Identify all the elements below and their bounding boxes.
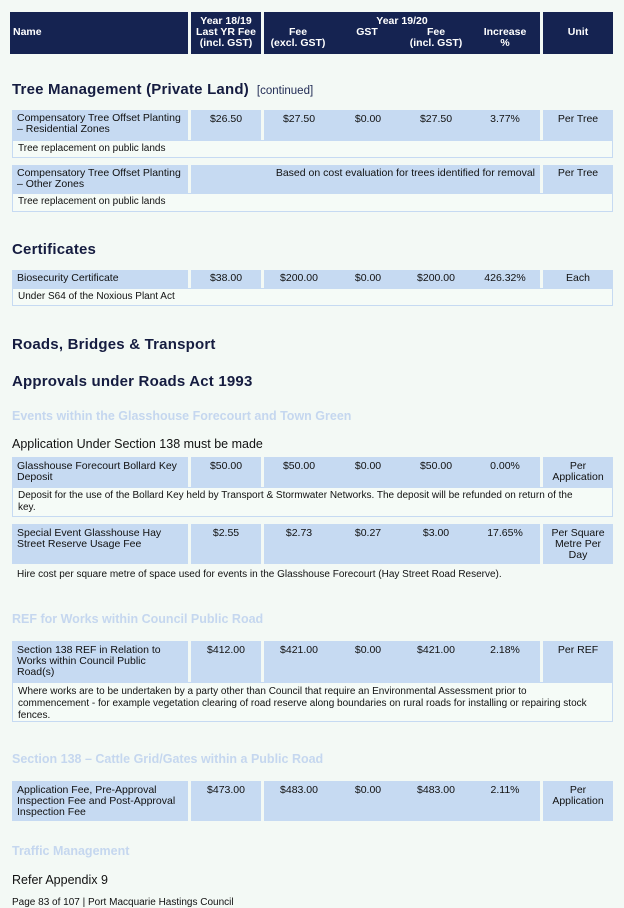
last-year-fee: $38.00: [191, 270, 261, 288]
fee-excl: $27.50: [282, 113, 316, 125]
last-year-fee: $412.00: [191, 641, 261, 682]
header-unit: Unit: [567, 26, 589, 38]
header-name-cell: [10, 12, 188, 54]
gst: $0.27: [354, 527, 382, 539]
header-fee-incl-line2: (incl. GST): [409, 37, 463, 49]
last-year-fee: $2.55: [191, 524, 261, 564]
year-group-cells: [264, 524, 540, 564]
header-name: Name: [13, 26, 42, 38]
merged-fee-note: Based on cost evaluation for trees identified for removal: [191, 165, 540, 193]
section-title-roads: Roads, Bridges & Transport: [12, 336, 216, 353]
gst: $0.00: [354, 644, 382, 656]
fee-excl: $50.00: [282, 460, 316, 472]
row-description: Under S64 of the Noxious Plant Act: [12, 288, 613, 306]
unit-cell: Each: [543, 270, 613, 288]
header-increase-line2: %: [500, 37, 510, 49]
increase: 3.77%: [490, 113, 520, 125]
gst: $0.00: [354, 272, 382, 284]
year-group-cells: [264, 781, 540, 821]
fee-incl: $3.00: [422, 527, 450, 539]
unit-cell: Per Application: [543, 781, 613, 821]
last-year-fee: $473.00: [191, 781, 261, 821]
subsection-events: Events within the Glasshouse Forecourt and Town Green: [12, 409, 352, 423]
application-note: Application Under Section 138 must be made: [12, 437, 263, 451]
fee-excl: $483.00: [280, 784, 318, 796]
fee-excl: $2.73: [285, 527, 313, 539]
row-name-cell: Section 138 REF in Relation to Works within Council Public Road(s): [12, 641, 188, 682]
gst: $0.00: [354, 784, 382, 796]
year-group-cells: [264, 110, 540, 140]
last-year-fee: $26.50: [191, 110, 261, 140]
increase: 17.65%: [487, 527, 523, 539]
unit-cell: Per Tree: [543, 165, 613, 193]
increase: 2.18%: [490, 644, 520, 656]
continued-label: [continued]: [256, 85, 314, 97]
header-last-year-line1: Year 18/19: [200, 15, 252, 27]
gst: $0.00: [354, 113, 382, 125]
row-description: Where works are to be undertaken by a party other than Council that require an Environmental Assessment prior to commencement - for example vegetation clearing of road reserve along boundaries on rural roads for installing or repairing stock fences.: [12, 682, 613, 722]
fee-incl: $50.00: [419, 460, 453, 472]
header-increase-line1: Increase: [483, 26, 527, 38]
subsection-cattle-grid: Section 138 – Cattle Grid/Gates within a Public Road: [12, 752, 324, 766]
header-fee-excl-line1: Fee: [288, 26, 308, 38]
header-last-year-cell: [191, 12, 261, 54]
row-name-cell: Application Fee, Pre-Approval Inspection Fee and Post-Approval Inspection Fee: [12, 781, 188, 821]
fee-excl: $421.00: [280, 644, 318, 656]
row-name-cell: Compensatory Tree Offset Planting – Residential Zones: [12, 110, 188, 140]
fee-excl: $200.00: [280, 272, 318, 284]
section-title-tree: Tree Management (Private Land) [continued]: [12, 81, 314, 98]
row-description: Tree replacement on public lands: [12, 140, 613, 158]
header-fee-incl-line1: Fee: [426, 26, 446, 38]
subsection-ref: REF for Works within Council Public Road: [12, 612, 264, 626]
unit-cell: Per Square Metre Per Day: [543, 524, 613, 564]
increase: 2.11%: [490, 784, 520, 796]
header-last-year-line2: Last YR Fee: [196, 26, 256, 38]
last-year-fee: $50.00: [191, 457, 261, 487]
header-year-group-cell: [264, 12, 540, 54]
subsection-traffic: Traffic Management: [12, 844, 130, 858]
header-unit-cell: [543, 12, 613, 54]
fee-incl: $200.00: [417, 272, 455, 284]
year-group-cells: [264, 641, 540, 682]
unit-cell: Per Tree: [543, 110, 613, 140]
year-group-cells: [264, 457, 540, 487]
fee-incl: $27.50: [419, 113, 453, 125]
refer-note: Refer Appendix 9: [12, 873, 108, 887]
header-fee-excl-line2: (excl. GST): [270, 37, 326, 49]
fee-incl: $483.00: [417, 784, 455, 796]
header-gst: GST: [356, 26, 378, 38]
row-description: Deposit for the use of the Bollard Key held by Transport & Stormwater Networks. The deposit will be refunded on return of the key.: [12, 487, 613, 517]
increase: 426.32%: [484, 272, 526, 284]
row-name-cell: Compensatory Tree Offset Planting – Other Zones: [12, 165, 188, 193]
row-description: Hire cost per square metre of space used for events in the Glasshouse Forecourt (Hay Street Road Reserve).: [17, 569, 502, 580]
section-title-certificates: Certificates: [12, 241, 97, 258]
gst: $0.00: [354, 460, 382, 472]
unit-cell: Per REF: [543, 641, 613, 682]
row-description: Tree replacement on public lands: [12, 193, 613, 212]
increase: 0.00%: [490, 460, 520, 472]
page-footer: Page 83 of 107 | Port Macquarie Hastings Council: [12, 897, 234, 908]
fee-incl: $421.00: [417, 644, 455, 656]
unit-cell: Per Application: [543, 457, 613, 487]
section-title-approvals: Approvals under Roads Act 1993: [12, 373, 253, 390]
row-name-cell: Biosecurity Certificate: [12, 270, 188, 288]
header-year-group: Year 19/20: [376, 15, 428, 27]
header-last-year-line3: (incl. GST): [199, 37, 253, 49]
row-name-cell: Special Event Glasshouse Hay Street Reserve Usage Fee: [12, 524, 188, 564]
row-name-cell: Glasshouse Forecourt Bollard Key Deposit: [12, 457, 188, 487]
year-group-cells: [264, 270, 540, 288]
